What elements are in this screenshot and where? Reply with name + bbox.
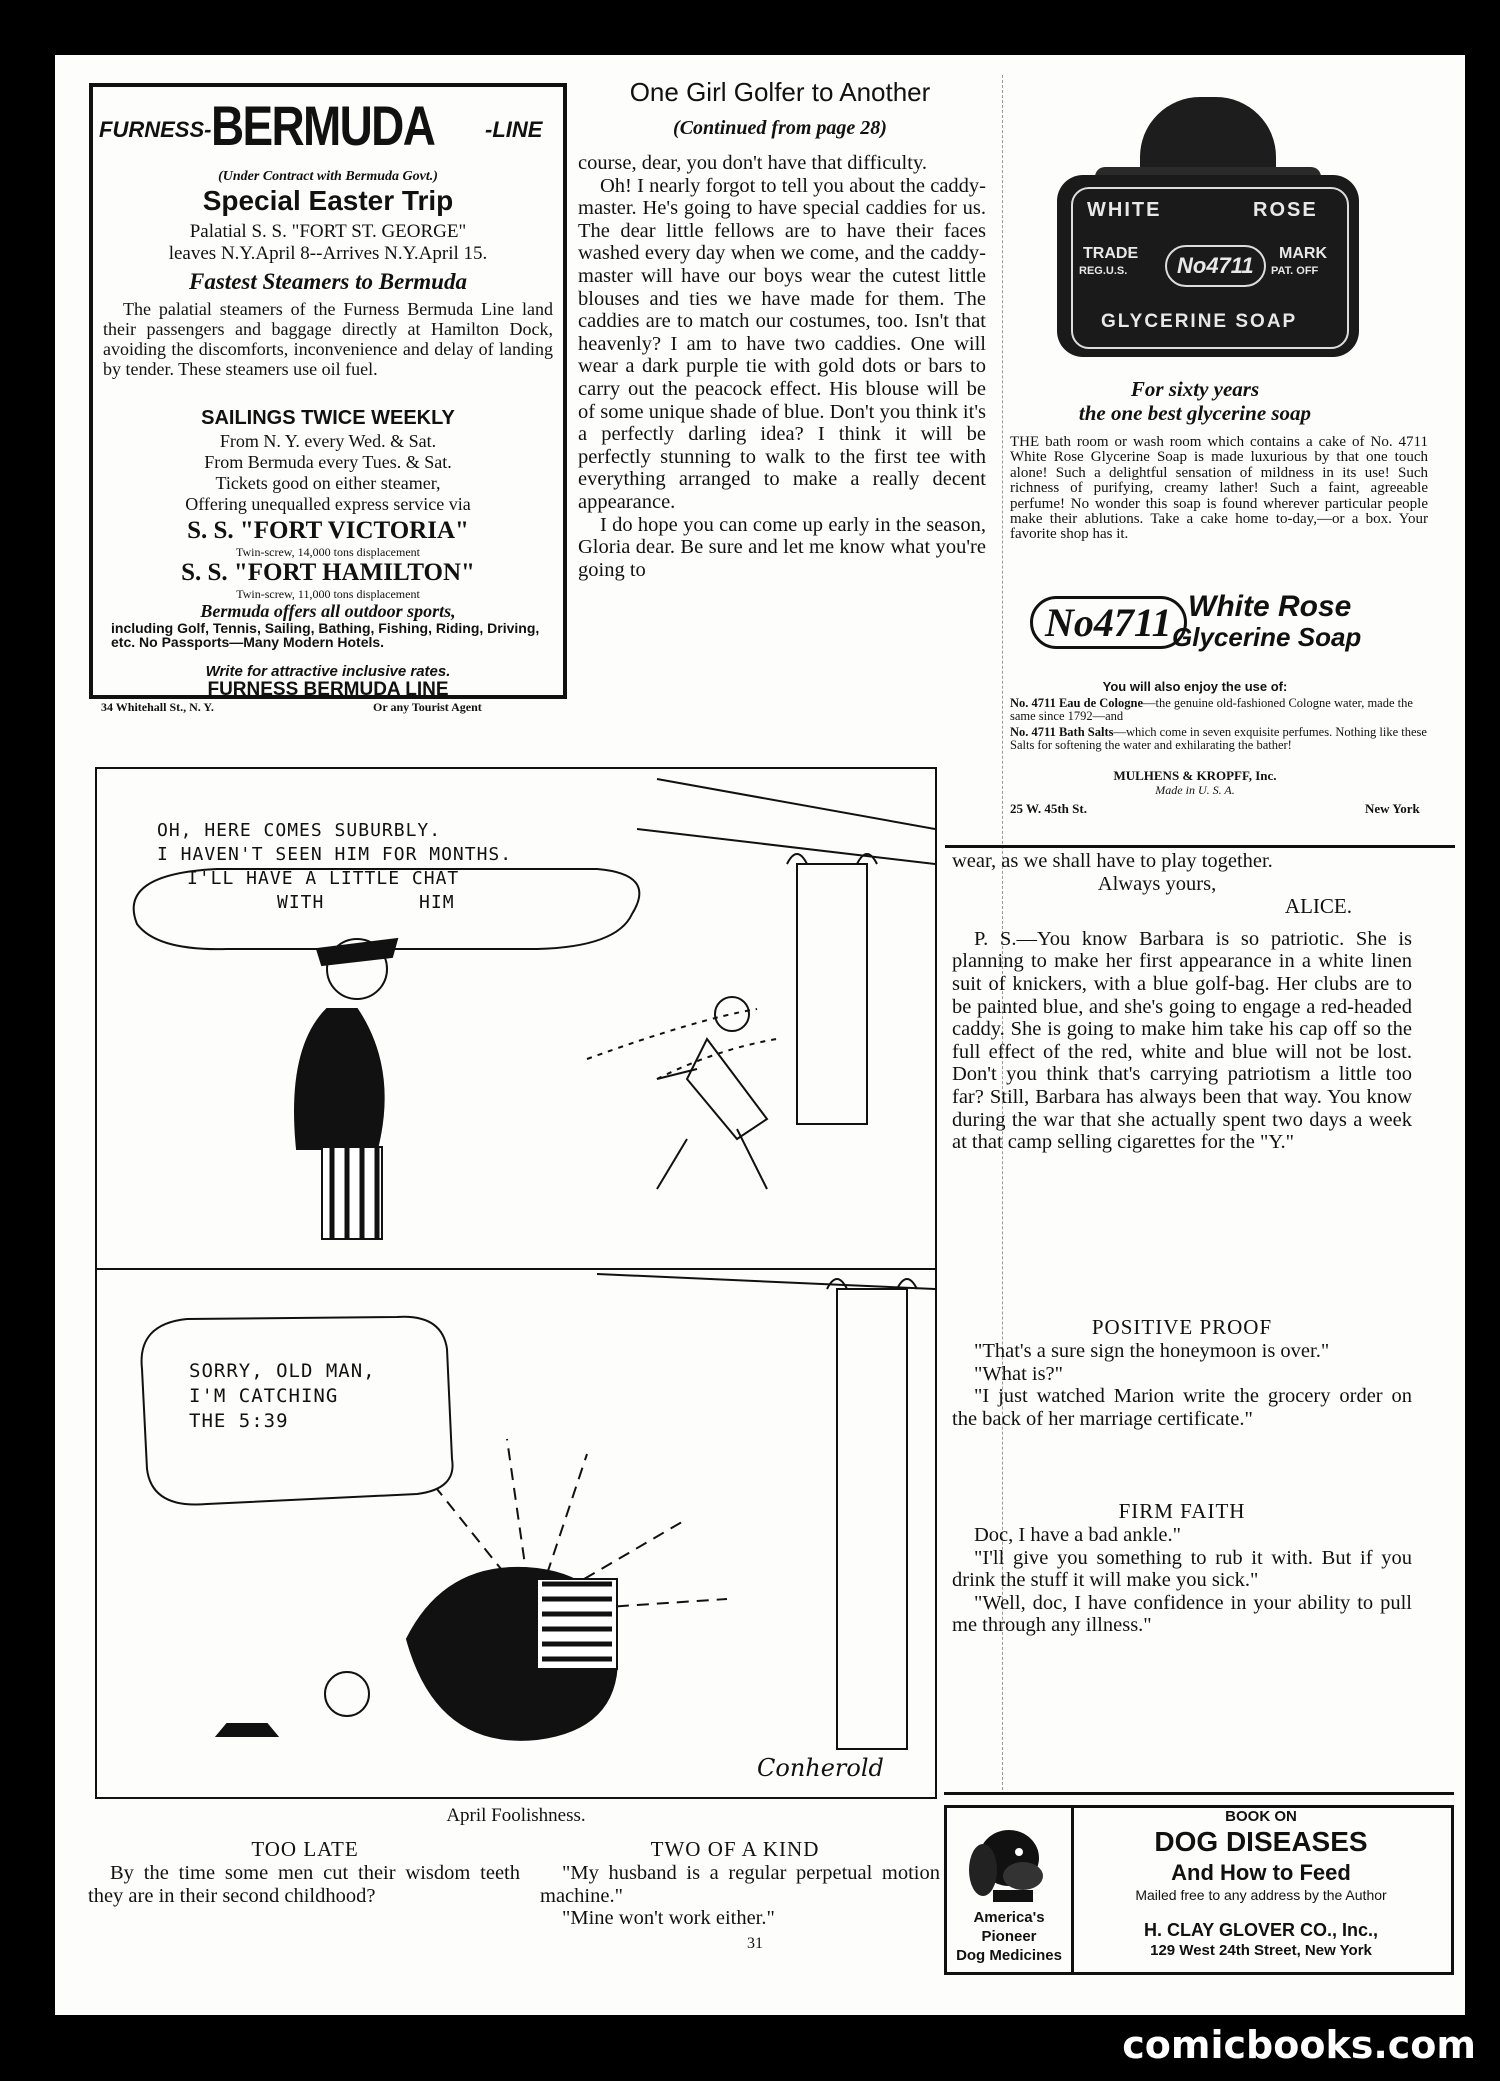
dog-ad-rule [944, 1792, 1454, 1795]
dog-company: H. CLAY GLOVER CO., Inc., [1143, 1920, 1379, 1940]
offering: Offering unequalled express service via [185, 494, 471, 514]
easter-headline: Special Easter Trip [202, 185, 454, 216]
two-kind-line-2: "Mine won't work either." [562, 1907, 775, 1930]
bar-mark: MARK [1279, 245, 1327, 262]
proof-title: POSITIVE PROOF [1091, 1315, 1273, 1339]
two-kind-line-1: "My husband is a regular perpetual motion machine." [540, 1862, 940, 1907]
brand-left: FURNESS- [99, 117, 212, 142]
item-2-desc: —which come in seven exquisite perfumes. Nothing like these Salts for softening the water and exhilarating the bather! [1010, 725, 1427, 752]
dog-address: 129 West 24th Street, New York [1150, 1942, 1372, 1959]
golfer-title: One Girl Golfer to Another [629, 77, 931, 107]
soap-item-1 [1010, 697, 1428, 722]
bar-white: WHITE [1087, 199, 1162, 221]
sailings: SAILINGS TWICE WEEKLY [201, 407, 455, 429]
sports-body: including Golf, Tennis, Sailing, Bathing, Fishing, Riding, Driving, etc. No Passports—Many Modern Hotels. [111, 620, 540, 650]
ship-fort-victoria: S. S. "FORT VICTORIA" [187, 517, 469, 544]
sports-head: Bermuda offers all outdoor sports, [200, 601, 456, 621]
two-kind-title: TWO OF A KIND [650, 1837, 820, 1861]
magazine-page [55, 55, 1465, 2015]
contract-note: (Under Contract with Bermuda Govt.) [218, 169, 438, 184]
item-1-desc: —the genuine old-fashioned Cologne water, made the same since 1792—and [1010, 696, 1413, 723]
cartoon-drawing [97, 769, 935, 1797]
page-number: 31 [747, 1935, 763, 1952]
logo-number: No4711 [1030, 596, 1187, 649]
proof-line-2: "What is?" [974, 1362, 1064, 1385]
golfer-p3: I do hope you can come up early in the season, Gloria dear. Be sure and let me know what you're going to [578, 513, 986, 581]
soap-city: New York [1365, 801, 1420, 816]
faith-line-2: "I'll give you something to rub it with. But if you drink the stuff it will make you sick." [952, 1546, 1412, 1592]
soap-also: You will also enjoy the use of: [1102, 679, 1288, 694]
ship-fort-hamilton: S. S. "FORT HAMILTON" [181, 559, 475, 586]
bermuda-body: The palatial steamers of the Furness Bermuda Line land their passengers and baggage directly at Hamilton Dock, avoiding the discomforts, inconvenience and delay of landing by tender. These steamers use oil fuel. [103, 299, 553, 379]
tickets: Tickets good on either steamer, [215, 473, 441, 493]
bermuda-line-ad [89, 83, 567, 714]
footer-name: FURNESS BERMUDA LINE [207, 679, 449, 700]
golfer-continued: (Continued from page 28) [673, 117, 887, 139]
column-pillar-1 [797, 864, 867, 1124]
cartoon-caption: April Foolishness. [446, 1805, 586, 1826]
from-ny: From N. Y. every Wed. & Sat. [219, 431, 437, 451]
logo-white-rose: White Rose [1188, 590, 1352, 623]
dog-ad-tagline [947, 1908, 1071, 1965]
trip-line-2: leaves N.Y.April 8--Arrives N.Y.April 15. [168, 243, 488, 264]
dog-title-1: DOG DISEASES [1154, 1826, 1368, 1857]
speech-1-line-1: OH, HERE COMES SUBURBLY. [157, 820, 442, 841]
soap-address: 25 W. 45th St. [1010, 801, 1087, 816]
dog-left-1: America's [973, 1909, 1045, 1926]
golfer-column-2 [952, 850, 1412, 1154]
too-late-body: By the time some men cut their wisdom teeth they are in their second childhood? [88, 1862, 520, 1907]
dog-left-3: Dog Medicines [956, 1947, 1062, 1964]
speech-1-line-4: WITH HIM [277, 892, 455, 913]
item-1-name: No. 4711 Eau de Cologne [1010, 696, 1144, 710]
column-pillar-2 [837, 1289, 907, 1749]
artist-signature: Conherold [757, 1754, 884, 1782]
bermuda-logo [93, 95, 563, 159]
speech-1-line-2: I HAVEN'T SEEN HIM FOR MONTHS. [157, 844, 513, 865]
golfer-column-1 [578, 152, 986, 581]
trip-line-1: Palatial S. S. "FORT ST. GEORGE" [189, 221, 467, 242]
soap-tagline-2: the one best glycerine soap [1078, 401, 1312, 425]
faith-body [952, 1524, 1412, 1637]
golfer-p1: course, dear, you don't have that difficulty. [578, 152, 927, 174]
soap-made-in: Made in U. S. A. [1155, 783, 1235, 797]
soap-tagline-1: For sixty years [1130, 377, 1260, 401]
golfer-p4: wear, as we shall have to play together. [952, 850, 1273, 872]
dog-ad-left [947, 1808, 1074, 1972]
too-late-title: TOO LATE [251, 1837, 359, 1861]
proof-line-3: "I just watched Marion write the grocery order on the back of her marriage certificate." [952, 1385, 1412, 1430]
dog-left-2: Pioneer [981, 1928, 1037, 1945]
proof-body [952, 1340, 1412, 1430]
ship-1-spec: Twin-screw, 14,000 tons displacement [235, 545, 420, 559]
soap-ad-rule [945, 845, 1455, 848]
write-for-rates: Write for attractive inclusive rates. [205, 663, 451, 680]
logo-glycerine: Glycerine Soap [1172, 622, 1362, 652]
golfer-p2: Oh! I nearly forgot to tell you about the caddy-master. He's going to have special caddies for us. The dear little fellows are to have their faces washed every day when we come, and the caddy-master will have our boys wear the cutest little blouses and ties we have made for them. The caddies are to match our costumes, too. Isn't that heavenly? I am to have two caddies. One will wear a dark purple tie with gold dots or bars to carry out the peacock effect. His blouse will be of some unique shade of blue. Don't you think it's a perfectly darling idea? I think it will be perfectly stunning to walk to the first tee with everything arranged to make a really decent appearance. [578, 174, 986, 513]
speech-text-2 [189, 1359, 376, 1434]
two-kind-body [540, 1862, 940, 1930]
soap-logo [1030, 590, 1430, 660]
speech-2-line-3: THE 5:39 [189, 1410, 289, 1432]
dog-diseases-ad [944, 1805, 1454, 1975]
faith-line-3: "Well, doc, I have confidence in your ability to pull me through any illness." [952, 1591, 1412, 1637]
soap-maker: MULHENS & KROPFF, Inc. [1113, 768, 1277, 783]
bar-reg: REG.U.S. [1079, 265, 1128, 277]
brand-main: BERMUDA [211, 94, 435, 157]
faith-line-1: Doc, I have a bad ankle." [974, 1524, 1182, 1546]
ship-2-spec: Twin-screw, 11,000 tons displacement [236, 587, 420, 601]
bar-glycerine: GLYCERINE SOAP [1101, 311, 1298, 332]
faith-title: FIRM FAITH [1118, 1499, 1246, 1523]
golfer-ps: P. S.—You know Barbara is so patriotic. She is planning to make her first appearance in a white linen suit of knickers, with a blue golf-bag. Her clubs are to be painted blue, and she's going to engage a red-headed caddy. She is going to make him take his cap off so the full effect of the red, white and blue will not be lost. Don't you think that's carrying patriotism a little too far? Still, Barbara has always been that way. You know during the war that she actually spent two days a week at that camp selling cigarettes for the "Y." [952, 927, 1412, 1154]
speech-text-1 [157, 819, 512, 915]
bermuda-address: 34 Whitehall St., N. Y. [101, 700, 214, 714]
golfer-signature: ALICE. [1284, 894, 1352, 919]
golfer-closing: Always yours, [1097, 872, 1217, 895]
bar-rose: ROSE [1253, 199, 1318, 221]
speech-2-line-1: SORRY, OLD MAN, [189, 1360, 376, 1382]
dog-mailed: Mailed free to any address by the Author [1135, 1887, 1387, 1903]
soap-bar-illustration [1057, 175, 1359, 357]
soap-body: THE bath room or wash room which contains a cake of No. 4711 White Rose Glycerine Soap is made luxurious by that one touch alone! Such a delightful sensation of mildness in its use! Such richness of purifying, creamy lather! Such a faint, agreeable perfume! No wonder this soap is found wherever particular people make their ablutions. Take a cake home to-day,—or a box. Your favorite shop has it. [1010, 434, 1428, 543]
bar-trade: TRADE [1083, 245, 1139, 262]
dog-title-2: And How to Feed [1171, 1860, 1351, 1885]
bar-pat: PAT. OFF [1271, 265, 1319, 277]
item-2-name: No. 4711 Bath Salts [1010, 725, 1114, 739]
proof-line-1: "That's a sure sign the honeymoon is over." [974, 1340, 1330, 1362]
speech-1-line-3: I'LL HAVE A LITTLE CHAT [187, 868, 460, 889]
dog-head-icon [961, 1818, 1057, 1904]
soap-item-2 [1010, 726, 1428, 751]
white-rose-soap-ad [935, 75, 1455, 845]
speech-2-line-2: I'M CATCHING [189, 1385, 339, 1407]
brand-right: -LINE [485, 117, 543, 142]
cartoon-frame [95, 767, 937, 1799]
from-bermuda: From Bermuda every Tues. & Sat. [204, 452, 452, 472]
bermuda-agent: Or any Tourist Agent [373, 700, 482, 714]
dog-book-on: BOOK ON [1225, 1808, 1297, 1825]
fastest-subhead: Fastest Steamers to Bermuda [189, 269, 467, 294]
watermark: comicbooks.com [1122, 2023, 1476, 2067]
bar-number: No4711 [1165, 245, 1266, 287]
